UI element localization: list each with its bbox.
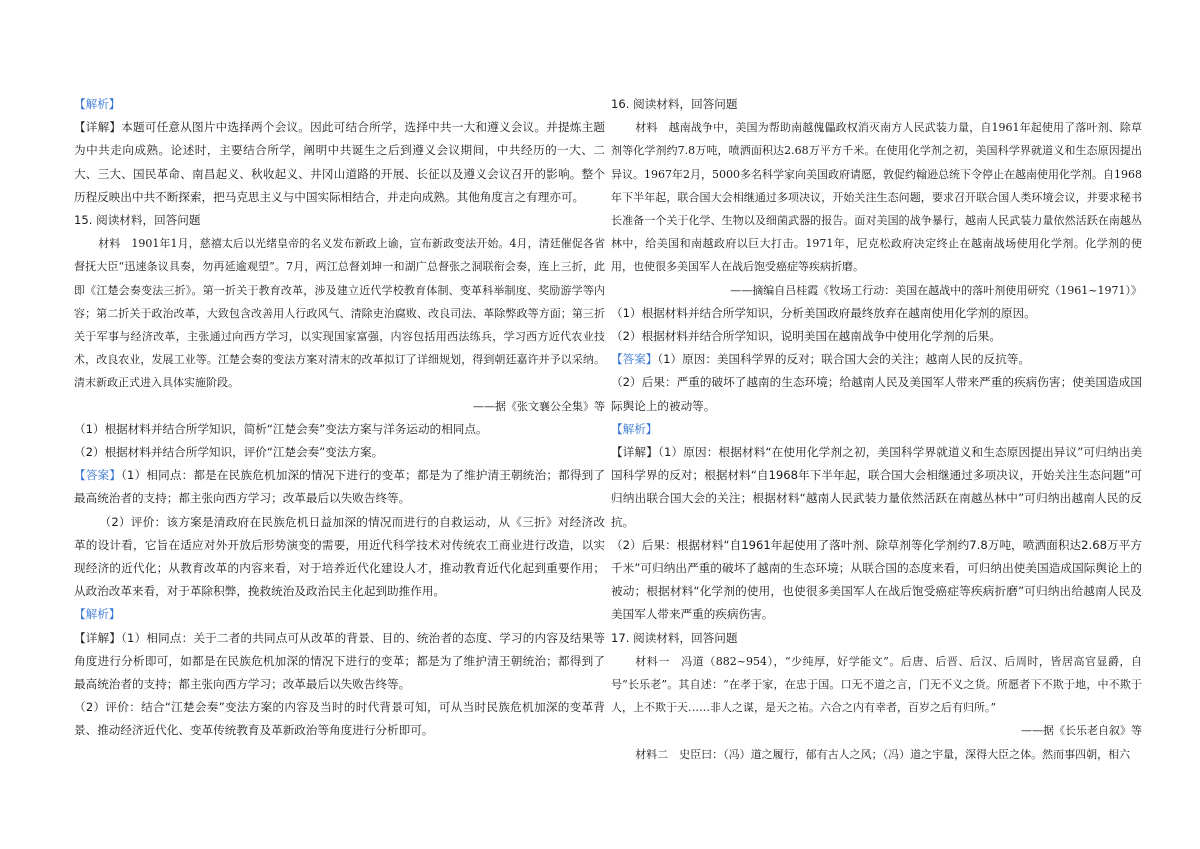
analysis-heading (74, 93, 605, 116)
detail-paragraph (74, 116, 605, 209)
question-17-material1: 材料一 冯道（882~954），“少纯厚，好学能文”。后唐、后晋、后汉、后周时，皆居高官显爵，自号“长乐老”。其自述：“在孝于家，在忠于国。口无不道之言，门无不义之货。所愿者下不欺于地，中不欺于人，上不欺于天……非人之谋，是天之祐。六合之内有幸者，百岁之后有归所。” (611, 654, 1142, 715)
detail-16-part1 (611, 441, 1142, 534)
analysis-heading (74, 603, 605, 626)
detail-16-part2: （2）后果：根据材料“自1961年起使用了落叶剂、除草剂等化学剂约7.8万吨，喷洒面积达2.68万平方千米”可归纳出严重的破坏了越南的生态环境；从联合国的态度来看，可归纳出使美国造成国际舆论上的被动；根据材料“化学剂的使用，也使很多美国军人在战后饱受癌症等疾病折磨”可归纳出给越南人民及美国军人带来严重的疾病伤害。 (611, 537, 1142, 622)
question-16-material: 材料 越南战争中，美国为帮助南越傀儡政权消灭南方人民武装力量，自1961年起使用了落叶剂、除草剂等化学剂约7.8万吨，喷洒面积达2.68万平方千米。在使用化学剂之初，美国科学界就道义和生态原因提出异议。1967年2月，5000多名科学家向美国政府请愿，敦促约翰逊总统下令停止在越南使用化学剂。自1968年下半年起，联合国大会相继通过多项决议，开始关注生态问题，要求召开联合国人类环境会议，并要求秘书长准备一个关于化学、生物以及细菌武器的报告。面对美国的战争暴行，越南人民武装力量依然活跃在南越丛林中，给美国和南越政府以巨大打击。1971年，尼克松政府决定终止在越南战场使用化学剂。化学剂的使用，也使很多美国军人在战后饱受癌症等疾病折磨。 (611, 121, 1142, 274)
answer-text: （1）相同点：都是在民族危机加深的情况下进行的变革；都是为了维护清王朝统治；都得到了最高统治者的支持；都主张向西方学习；改革最后以失败告终等。 (74, 468, 605, 506)
question-17-title: 17. 阅读材料，回答问题 (611, 630, 738, 645)
question-15-sub1: （1）根据材料并结合所学知识，简析“江楚会奏”变法方案与洋务运动的相同点。 (74, 421, 488, 436)
question-16-source: ——摘编自吕桂霞《牧场工行动：美国在越战中的落叶剂使用研究（1961~1971）》 (730, 283, 1142, 297)
answer-15-part1 (74, 464, 605, 510)
question-15-title: 15. 阅读材料，回答问题 (74, 213, 201, 228)
analysis-tag: 【解析】 (611, 421, 658, 436)
answer-tag: 【答案】 (74, 468, 122, 483)
question-17-source1: ——据《长乐老自叙》等 (1021, 724, 1142, 738)
analysis-heading (611, 418, 1142, 441)
question-15-source: ——据《张文襄公全集》等 (473, 399, 605, 413)
question-17-material2: 材料二 史臣曰：（冯）道之履行，郁有古人之风；（冯）道之宇量，深得大臣之体。然而事四朝，相六 (635, 747, 1131, 761)
detail-text: 本题可任意从图片中选择两个会议。因此可结合所学，选择中共一大和遵义会议。并提炼主题为中共走向成熟。论述时，主要结合所学，阐明中共诞生之后到遵义会议期间，中共经历的一大、二大、三大、国民革命、南昌起义、秋收起义、井冈山道路的开展、长征以及遵义会议召开的影响。整个历程反映出中共不断探索，把马克思主义与中国实际相结合，并走向成熟。其他角度言之有理亦可。 (74, 120, 605, 204)
detail-tag: 【详解】 (611, 445, 659, 460)
analysis-tag: 【解析】 (74, 97, 121, 111)
answer-text: （1）原因：美国科学界的反对；联合国大会的关注；越南人民的反抗等。 (657, 352, 1030, 367)
question-15-material: 材料 1901年1月，慈禧太后以光绪皇帝的名义发布新政上谕，宣布新政变法开始。4月，清廷催促各省督抚大臣“迅速条议具奏，勿再延逾观望”。7月，两江总督刘坤一和湖广总督张之洞联衔会奏，连上三折，此即《江楚会奏变法三折》。第一折关于教育改革，涉及建立近代学校教育体制、变革科举制度、奖励游学等内容；第二折关于政治改革，大致包含改善用人行政风气、清除吏治腐败、改良司法、革除弊政等方面；第三折关于军事与经济改革，主张通过向西方学习，以实现国家富强，内容包括用西法练兵，学习西方近代农业技术，改良农业，发展工业等。江楚会奏的变法方案对清末的改革拟订了详细规划，得到朝廷嘉许并予以采纳。清末新政正式进入具体实施阶段。 (74, 237, 605, 390)
answer-16-part2: （2）后果：严重的破坏了越南的生态环境；给越南人民及美国军人带来严重的疾病伤害；使美国造成国际舆论上的被动等。 (611, 375, 1142, 413)
detail-tag: 【详解】 (74, 120, 122, 135)
detail-15-part1 (74, 627, 605, 697)
answer-tag: 【答案】 (611, 352, 658, 367)
answer-16-part1 (611, 348, 1142, 371)
detail-text: （1）原因：根据材料“在使用化学剂之初，美国科学界就道义和生态原因提出异议”可归纳出美国科学界的反对；根据材料“自1968年下半年起，联合国大会相继通过多项决议，开始关注生态问题”可归纳出联合国大会的关注；根据材料“越南人民武装力量依然活跃在南越丛林中”可归纳出越南人民的反抗。 (611, 445, 1142, 529)
answer-15-part2: （2）评价：该方案是清政府在民族危机日益加深的情况而进行的自救运动，从《三折》对经济改革的设计看，它旨在适应对外开放后形势演变的需要，用近代科学技术对传统农工商业进行改造，以实现经济的近代化；从教育改革的内容来看，对于培养近代化建设人才，推动教育近代化起到重要作用；从政治改革来看，对于革除积弊，挽救统治及政治民主化起到助推作用。 (74, 514, 605, 599)
question-16-sub2: （2）根据材料并结合所学知识，说明美国在越南战争中使用化学剂的后果。 (611, 329, 1001, 344)
analysis-tag: 【解析】 (74, 607, 121, 622)
question-16-sub1: （1）根据材料并结合所学知识，分析美国政府最终放弃在越南使用化学剂的原因。 (611, 305, 1036, 320)
question-16-title: 16. 阅读材料，回答问题 (611, 97, 738, 111)
detail-tag: 【详解】 (74, 630, 122, 645)
detail-15-part2: （2）评价：结合“江楚会奏”变法方案的内容及当时的时代背景可知，可从当时民族危机加深的变革背景、推动经济近代化、变革传统教育及革新政治等角度进行分析即可。 (74, 700, 605, 738)
right-column (611, 93, 1142, 766)
detail-text: （1）相同点：关于二者的共同点可从改革的背景、目的、统治者的态度、学习的内容及结果等角度进行分析即可，如都是在民族危机加深的情况下进行的变革；都是为了维护清王朝统治；都得到了最高统治者的支持；都主张向西方学习；改革最后以失败告终等。 (74, 630, 605, 692)
question-15-sub2: （2）根据材料并结合所学知识，评价“江楚会奏”变法方案。 (74, 445, 384, 460)
left-column (74, 93, 605, 743)
